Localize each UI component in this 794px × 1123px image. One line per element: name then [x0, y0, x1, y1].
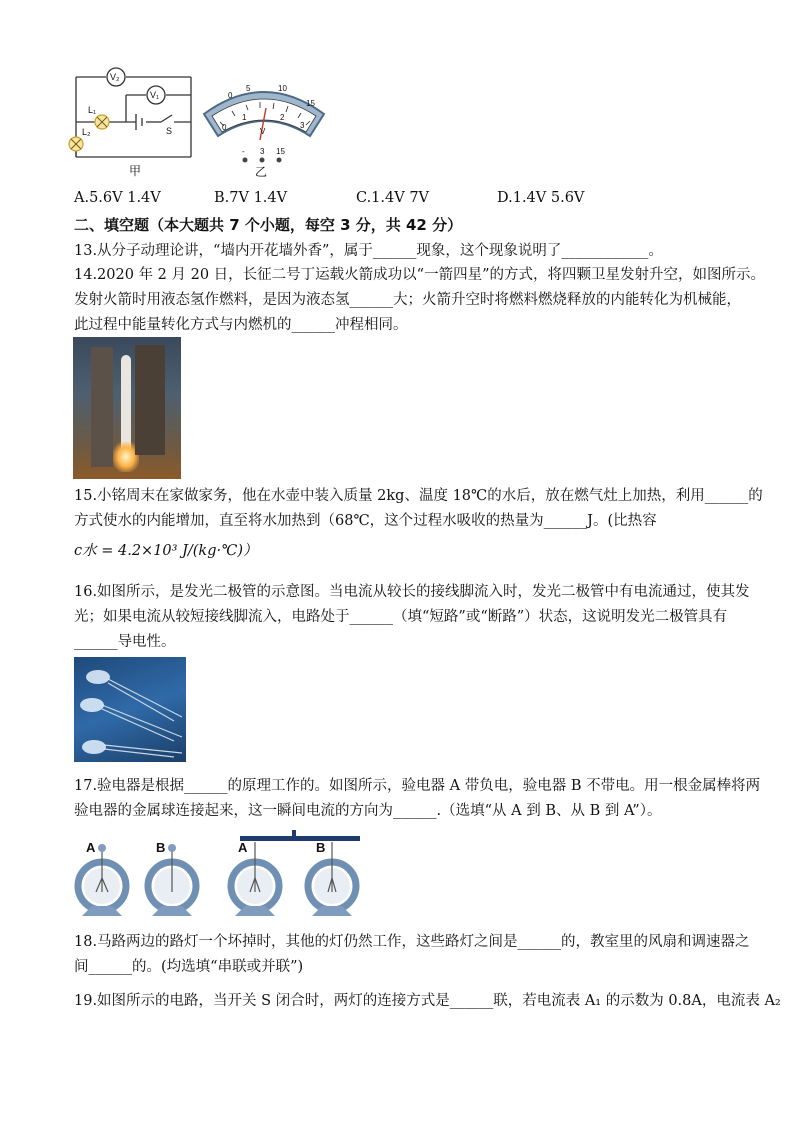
svg-text:V₂: V₂ — [110, 72, 120, 82]
question-16-line2: 光；如果电流从较短接线脚流入，电路处于______（填“短路”或“断路”）状态，这说明发光二极管具有 — [74, 609, 728, 625]
caption-yi: 乙 — [255, 165, 268, 179]
question-17-line2: 验电器的金属球连接起来，这一瞬间电流的方向为______.（选填“从 A 到 B、从 B 到 A”）。 — [74, 803, 662, 819]
electroscope-label-b1: B — [156, 840, 166, 855]
question-14-line2: 发射火箭时用液态氢作燃料，是因为液态氢______大；火箭升空时将燃料燃烧释放的内能转化为机械能， — [74, 292, 741, 308]
caption-jia: 甲 — [129, 164, 142, 178]
electroscope-label-a1: A — [86, 840, 96, 855]
option-a: A.5.6V 1.4V — [74, 190, 161, 206]
question-15-line2: 方式使水的内能增加，直至将水加热到（68℃，这个过程水吸收的热量为______J。(比热容 — [74, 513, 657, 529]
question-16-line3: ______导电性。 — [74, 634, 176, 650]
circuit-diagram — [66, 62, 206, 172]
led-diode-photo — [74, 657, 186, 762]
meter-tick-15: 15 — [306, 99, 315, 108]
question-18-line1: 18.马路两边的路灯一个坏掉时，其他的灯仍然工作，这些路灯之间是______的，教室里的风扇和调速器之 — [74, 934, 750, 950]
svg-text:L₁: L₁ — [88, 105, 97, 115]
meter-tick-b0: 0 — [222, 123, 227, 132]
meter-tick-b1: 1 — [242, 113, 247, 122]
meter-tick-b2: 2 — [280, 113, 285, 122]
question-19-line1: 19.如图所示的电路，当开关 S 闭合时，两灯的连接方式是______联，若电流表 A₁ 的示数为 0.8A，电流表 A₂ — [74, 993, 781, 1009]
svg-text:L₂: L₂ — [82, 127, 91, 137]
electroscope-label-a2: A — [238, 840, 248, 855]
section-title: 二、填空题（本大题共 7 个小题，每空 3 分，共 42 分） — [74, 216, 463, 234]
question-15-line1: 15.小铭周末在家做家务，他在水壶中装入质量 2kg、温度 18℃的水后，放在燃气灶上加热，利用______的 — [74, 488, 763, 504]
question-14-line3: 此过程中能量转化方式与内燃机的______冲程相同。 — [74, 317, 408, 333]
question-15-formula: c水 = 4.2×10³ J/(kg·℃)） — [74, 543, 258, 559]
meter-tick-10: 10 — [278, 84, 287, 93]
question-16-line1: 16.如图所示，是发光二极管的示意图。当电流从较长的接线脚流入时，发光二极管中有电流通过，使其发 — [74, 584, 750, 600]
terminal-3: 3 — [260, 147, 265, 156]
meter-tick-5: 5 — [246, 84, 251, 93]
svg-text:S: S — [166, 126, 173, 136]
question-17-line1: 17.验电器是根据______的原理工作的。如图所示，验电器 A 带负电，验电器 B 不带电。用一根金属棒将两 — [74, 778, 761, 794]
electroscope-figure — [70, 828, 370, 923]
meter-tick-b3: 3 — [300, 121, 305, 130]
option-c: C.1.4V 7V — [356, 190, 430, 206]
voltmeter-dial — [198, 78, 330, 170]
option-d: D.1.4V 5.6V — [497, 190, 585, 206]
meter-tick-0: 0 — [228, 91, 233, 100]
meter-unit: V — [260, 127, 266, 136]
option-b: B.7V 1.4V — [214, 190, 288, 206]
question-13: 13.从分子动理论讲，“墙内开花墙外香”，属于______现象，这个现象说明了____________。 — [74, 243, 663, 259]
question-18-line2: 间______的。(均选填“串联或并联”) — [74, 959, 304, 975]
terminal-neg: - — [242, 147, 245, 156]
question-14-line1: 14.2020 年 2 月 20 日，长征二号丁运载火箭成功以“一箭四星”的方式，将四颗卫星发射升空，如图所示。 — [74, 267, 766, 283]
terminal-15: 15 — [276, 147, 285, 156]
svg-text:V₁: V₁ — [150, 90, 160, 100]
electroscope-label-b2: B — [316, 840, 326, 855]
rocket-launch-photo — [73, 337, 181, 479]
